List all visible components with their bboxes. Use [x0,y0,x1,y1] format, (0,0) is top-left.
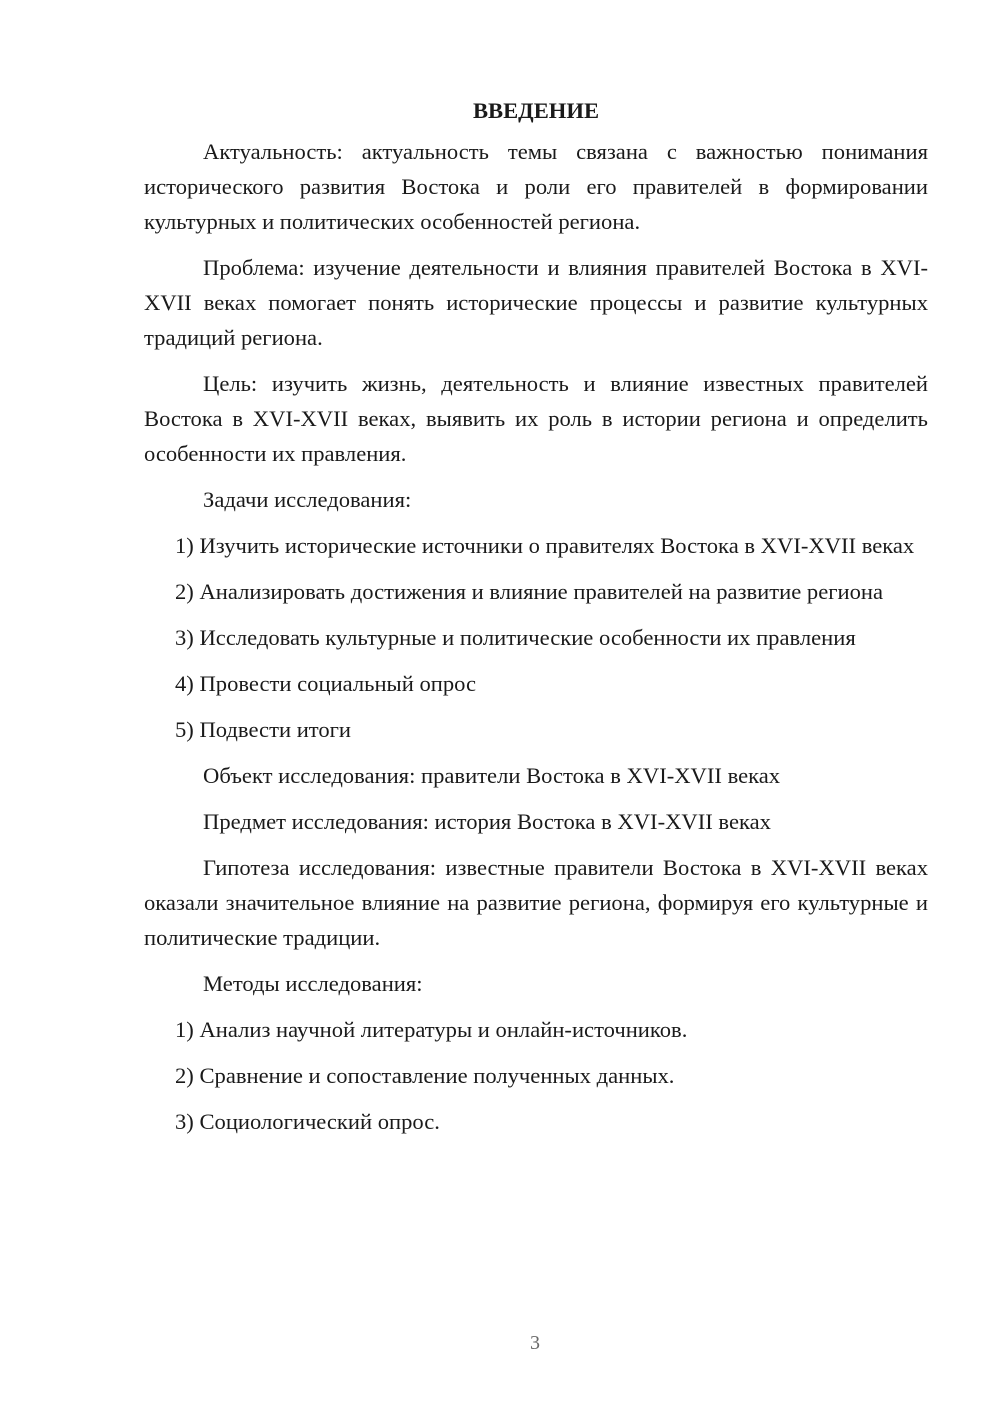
method-item-1: 1) Анализ научной литературы и онлайн-источников. [175,1017,688,1042]
task-item-1: 1) Изучить исторические источники о правителях Востока в XVI-XVII веках [175,533,915,558]
object-paragraph: Объект исследования: правители Востока в XVI-XVII веках [203,763,781,788]
method-item-3: 3) Социологический опрос. [175,1109,440,1134]
task-item-2: 2) Анализировать достижения и влияние правителей на развитие региона [175,579,883,604]
task-item-4: 4) Провести социальный опрос [175,671,477,696]
subject-paragraph: Предмет исследования: история Востока в XVI-XVII веках [203,809,771,834]
tasks-heading: Задачи исследования: [203,487,412,512]
task-item-5: 5) Подвести итоги [175,717,352,742]
methods-heading: Методы исследования: [203,971,423,996]
relevance-paragraph: Актуальность: актуальность темы связана с важностью понимания исторического развития Востока и роли его правителей в формировании культурных и политических особенностей региона. [144,139,928,234]
method-item-2: 2) Сравнение и сопоставление полученных данных. [175,1063,675,1088]
page-number: 3 [530,1332,540,1354]
goal-paragraph: Цель: изучить жизнь, деятельность и влияние известных правителей Востока в XVI-XVII веках, выявить их роль в истории региона и определить особенности их правления. [144,371,928,466]
hypothesis-paragraph: Гипотеза исследования: известные правители Востока в XVI-XVII веках оказали значительное влияние на развитие региона, формируя его культурные и политические традиции. [144,855,928,950]
problem-paragraph: Проблема: изучение деятельности и влияния правителей Востока в XVI-XVII веках помогает понять исторические процессы и развитие культурных традиций региона. [144,255,928,350]
page-content [144,92,928,1150]
page-title: ВВЕДЕНИЕ [472,98,600,123]
task-item-3: 3) Исследовать культурные и политические особенности их правления [175,625,856,650]
